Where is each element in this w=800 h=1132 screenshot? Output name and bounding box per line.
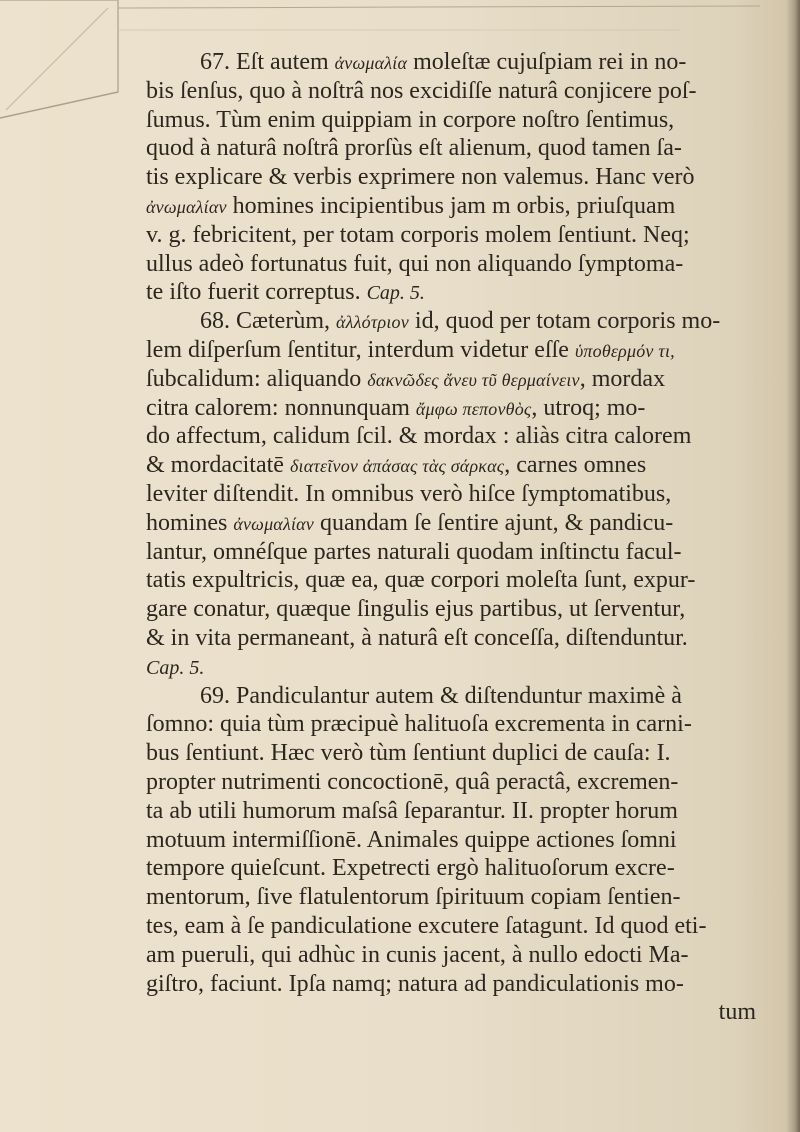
text-line	[146, 480, 794, 509]
text-line	[146, 394, 794, 423]
text-line	[146, 192, 794, 221]
body-text	[146, 48, 794, 1027]
text-line	[146, 307, 794, 336]
text-segment: tum	[718, 999, 756, 1026]
text-segment: tatis expultricis, quæ ea, quæ corpori moleſta ſunt, expur-	[146, 567, 696, 594]
text-segment: giſtro, faciunt. Ipſa namq; natura ad pandiculationis mo-	[146, 970, 684, 997]
text-line	[146, 854, 794, 883]
greek-term: ἀλλότριον	[336, 312, 409, 333]
chapter-reference: Cap. 5.	[366, 282, 425, 305]
text-segment: moleſtæ cujuſpiam rei in no-	[407, 49, 687, 75]
text-line	[146, 538, 794, 567]
chapter-reference: Cap. 5.	[146, 656, 205, 679]
text-segment: ta ab utili humorum maſsâ ſeparantur. II. propter horum	[146, 797, 678, 824]
text-line	[146, 797, 794, 826]
text-segment: & in vita permaneant, à naturâ eſt conceſſa, diſtenduntur.	[146, 624, 688, 651]
greek-term: διατεῖνον ἀπάσας τὰς σάρκας	[289, 456, 505, 477]
text-line	[146, 163, 794, 192]
text-segment: mentorum, ſive flatulentorum ſpirituum copiam ſentien-	[146, 884, 681, 911]
text-segment: id, quod per totam corporis mo-	[408, 308, 721, 335]
text-segment: 69. Pandiculantur autem & diſtenduntur maximè à	[200, 682, 682, 709]
text-segment: citra calorem: nonnunquam	[146, 394, 416, 421]
greek-term: ἀνωμαλίαν	[233, 513, 314, 534]
text-segment: leviter diſtendit. In omnibus verò hiſce ſymptomatibus,	[146, 480, 672, 507]
text-line	[146, 883, 794, 912]
text-segment: ſubcalidum: aliquando	[146, 365, 368, 392]
text-line	[146, 768, 794, 797]
text-segment: 67. Eſt autem	[200, 49, 335, 75]
text-segment: am pueruli, qui adhùc in cunis jacent, à nullo edocti Ma-	[146, 941, 689, 968]
text-line	[146, 422, 794, 451]
text-line	[146, 912, 794, 941]
text-line	[146, 106, 794, 135]
text-segment: te iſto fuerit correptus.	[146, 279, 367, 306]
text-segment: quod à naturâ noſtrâ prorſùs eſt alienum, quod tamen ſa-	[146, 135, 682, 162]
text-segment: ſomno: quia tùm præcipuè halituoſa excrementa in carni-	[146, 711, 692, 738]
text-segment: tempore quieſcunt. Expetrecti ergò halituoſorum excre-	[146, 855, 675, 882]
text-segment: do affectum, calidum ſcil. & mordax : aliàs citra calorem	[146, 423, 692, 450]
text-segment: , carnes omnes	[504, 452, 647, 479]
text-segment: homines incipientibus jam m orbis, priuſquam	[226, 192, 676, 219]
text-line	[146, 710, 794, 739]
greek-term: ἄμφω πεπονθὸς	[415, 398, 532, 419]
text-segment: & mordacitatē	[146, 452, 290, 479]
text-segment: lantur, omnéſque partes naturali quodam inſtinctu facul-	[146, 538, 682, 565]
greek-term: δακνῶδες ἄνευ τῦ θερμαίνειν	[367, 369, 580, 390]
text-line	[146, 451, 794, 480]
text-line	[146, 134, 794, 163]
text-segment: , mordax	[579, 365, 666, 392]
text-segment: tis explicare & verbis exprimere non valemus. Hanc verò	[146, 164, 695, 191]
text-line	[146, 365, 794, 394]
text-line	[146, 250, 794, 279]
text-line	[146, 739, 794, 768]
text-segment: bis ſenſus, quo à noſtrâ nos excidiſſe naturâ conjicere poſ-	[146, 77, 697, 104]
text-segment: motuum intermiſſionē. Animales quippe actiones ſomni	[146, 826, 677, 853]
text-segment: bus ſentiunt. Hæc verò tùm ſentiunt duplici de cauſa: I.	[146, 740, 671, 767]
text-line	[146, 653, 794, 682]
text-segment: quandam ſe ſentire ajunt, & pandicu-	[314, 509, 674, 536]
text-segment: gare conatur, quæque ſingulis ejus partibus, ut ſerventur,	[146, 596, 686, 623]
text-line	[146, 941, 794, 970]
text-line	[146, 48, 794, 77]
text-segment: propter nutrimenti concoctionē, quâ peractâ, excremen-	[146, 768, 679, 795]
text-segment: lem diſperſum ſentitur, interdum videtur eſſe	[146, 336, 575, 363]
text-line	[146, 509, 794, 538]
text-line	[146, 970, 794, 999]
text-line	[146, 595, 794, 624]
text-line	[146, 566, 794, 595]
text-line	[146, 826, 794, 855]
text-segment: tes, eam à ſe pandiculatione excutere ſatagunt. Id quod eti-	[146, 912, 707, 939]
text-line	[146, 624, 794, 653]
text-line	[146, 221, 794, 250]
text-line	[146, 998, 794, 1027]
text-segment: , utroq; mo-	[531, 394, 646, 421]
text-segment: 68. Cæterùm,	[200, 308, 336, 335]
greek-term: ἀνωμαλίαν	[146, 196, 227, 217]
text-line	[146, 278, 794, 307]
text-segment: ullus adeò fortunatus fuit, qui non aliquando ſymptoma-	[146, 250, 684, 277]
greek-term: ὑποθερμόν τι,	[574, 340, 675, 361]
text-line	[146, 336, 794, 365]
text-segment: v. g. febricitent, per totam corporis molem ſentiunt. Neq;	[146, 221, 690, 248]
text-line	[146, 682, 794, 711]
greek-term: ἀνωμαλία	[334, 53, 408, 73]
text-segment: homines	[146, 509, 234, 536]
text-line	[146, 77, 794, 106]
text-segment: ſumus. Tùm enim quippiam in corpore noſtro ſentimus,	[146, 106, 675, 133]
